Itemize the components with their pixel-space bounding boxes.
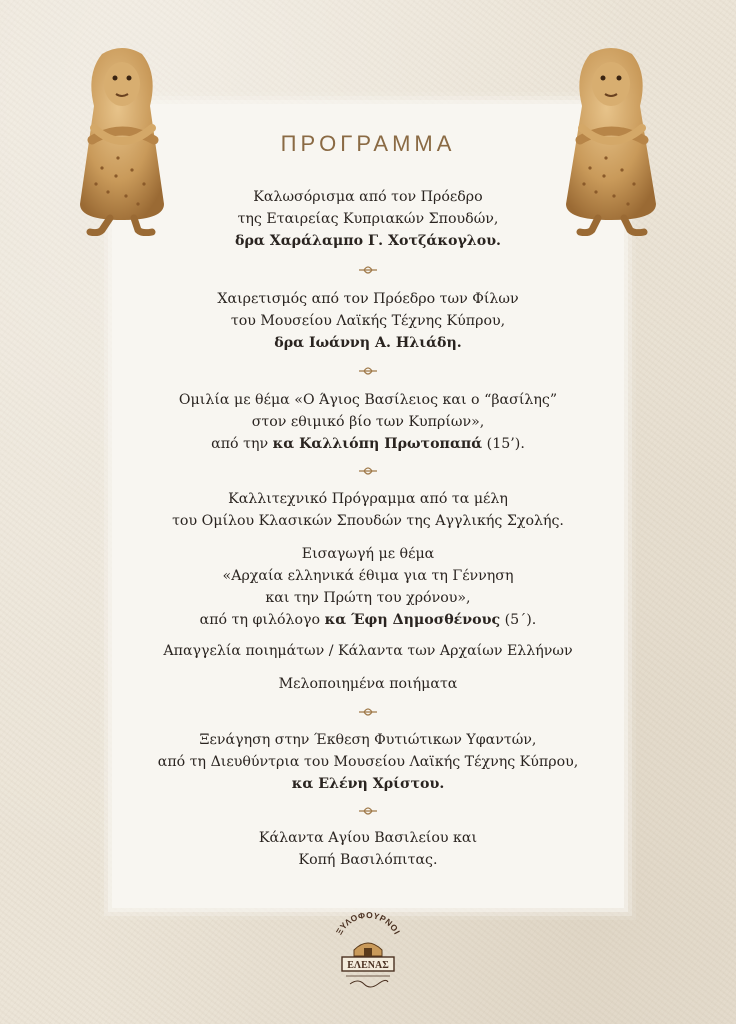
section-welcome: [112, 186, 624, 252]
speaker-name: κα Έφη Δημοσθένους: [324, 612, 501, 628]
section-line: Ξενάγηση στην Έκθεση Φυτιώτικων Υφαντών,: [199, 732, 537, 748]
bakery-logo: [328, 908, 408, 994]
logo-arc-text: ΞΥΛΟΦΟΥΡΝΟΙ: [333, 909, 403, 937]
section-line: Καλλιτεχνικό Πρόγραμμα από τα μέλη: [228, 491, 508, 507]
speaker-name: κα Ελένη Χρίστου.: [291, 776, 445, 792]
ornament-icon: [358, 466, 378, 476]
section-introduction: [112, 543, 624, 631]
section-line: Εισαγωγή με θέμα: [301, 546, 435, 562]
section-line: Ομιλία με θέμα «Ο Άγιος Βασίλειος και ο “βασίλης”: [178, 392, 558, 408]
speaker-name: δρα Χαράλαμπο Γ. Χοτζάκογλου.: [234, 233, 501, 249]
speaker-name: κα Καλλιόπη Πρωτοπαπά: [272, 436, 483, 452]
section-line: Καλωσόρισμα από τον Πρόεδρο: [253, 189, 483, 205]
section-line: και την Πρώτη του χρόνου»,: [265, 590, 471, 606]
section-line: Απαγγελία ποιημάτων / Κάλαντα των Αρχαίων Ελλήνων: [163, 643, 573, 659]
logo-name: ΕΛΕΝΑΣ: [347, 960, 389, 971]
section-line: του Μουσείου Λαϊκής Τέχνης Κύπρου,: [230, 313, 506, 329]
section-line: στον εθιμικό βίο των Κυπρίων»,: [251, 414, 485, 430]
ornament-icon: [358, 366, 378, 376]
duration: (15’).: [482, 436, 525, 452]
section-line: της Εταιρείας Κυπριακών Σπουδών,: [237, 211, 499, 227]
section-recitation: [112, 640, 624, 662]
svg-text:ΞΥΛΟΦΟΥΡΝΟΙ: [334, 910, 402, 936]
section-line: Μελοποιημένα ποιήματα: [278, 676, 458, 692]
section-lecture: [112, 389, 624, 455]
speaker-name: δρα Ιωάννη Α. Ηλιάδη.: [274, 335, 462, 351]
ornament-icon: [358, 265, 378, 275]
ornament-icon: [358, 806, 378, 816]
section-greeting: [112, 288, 624, 354]
section-line: Κάλαντα Αγίου Βασιλείου και: [258, 830, 478, 846]
duration: (5΄).: [500, 612, 537, 628]
ornament-icon: [358, 707, 378, 717]
program-title: ΠΡΟΓΡΑΜΜΑ: [280, 131, 456, 156]
section-line-pre: από τη φιλόλογο: [199, 612, 325, 628]
section-poems: [112, 673, 624, 695]
section-carols: [112, 827, 624, 871]
section-line-pre: από την: [211, 436, 273, 452]
section-artistic-program: [112, 488, 624, 532]
section-line: Χαιρετισμός από τον Πρόεδρο των Φίλων: [217, 291, 519, 307]
section-line: «Αρχαία ελληνικά έθιμα για τη Γέννηση: [222, 568, 514, 584]
section-line: από τη Διευθύντρια του Μουσείου Λαϊκής Τέχνης Κύπρου,: [157, 754, 579, 770]
section-line: Κοπή Βασιλόπιτας.: [298, 852, 438, 868]
section-guided-tour: [112, 729, 624, 795]
section-line: του Ομίλου Κλασικών Σπουδών της Αγγλικής Σχολής.: [172, 513, 564, 529]
